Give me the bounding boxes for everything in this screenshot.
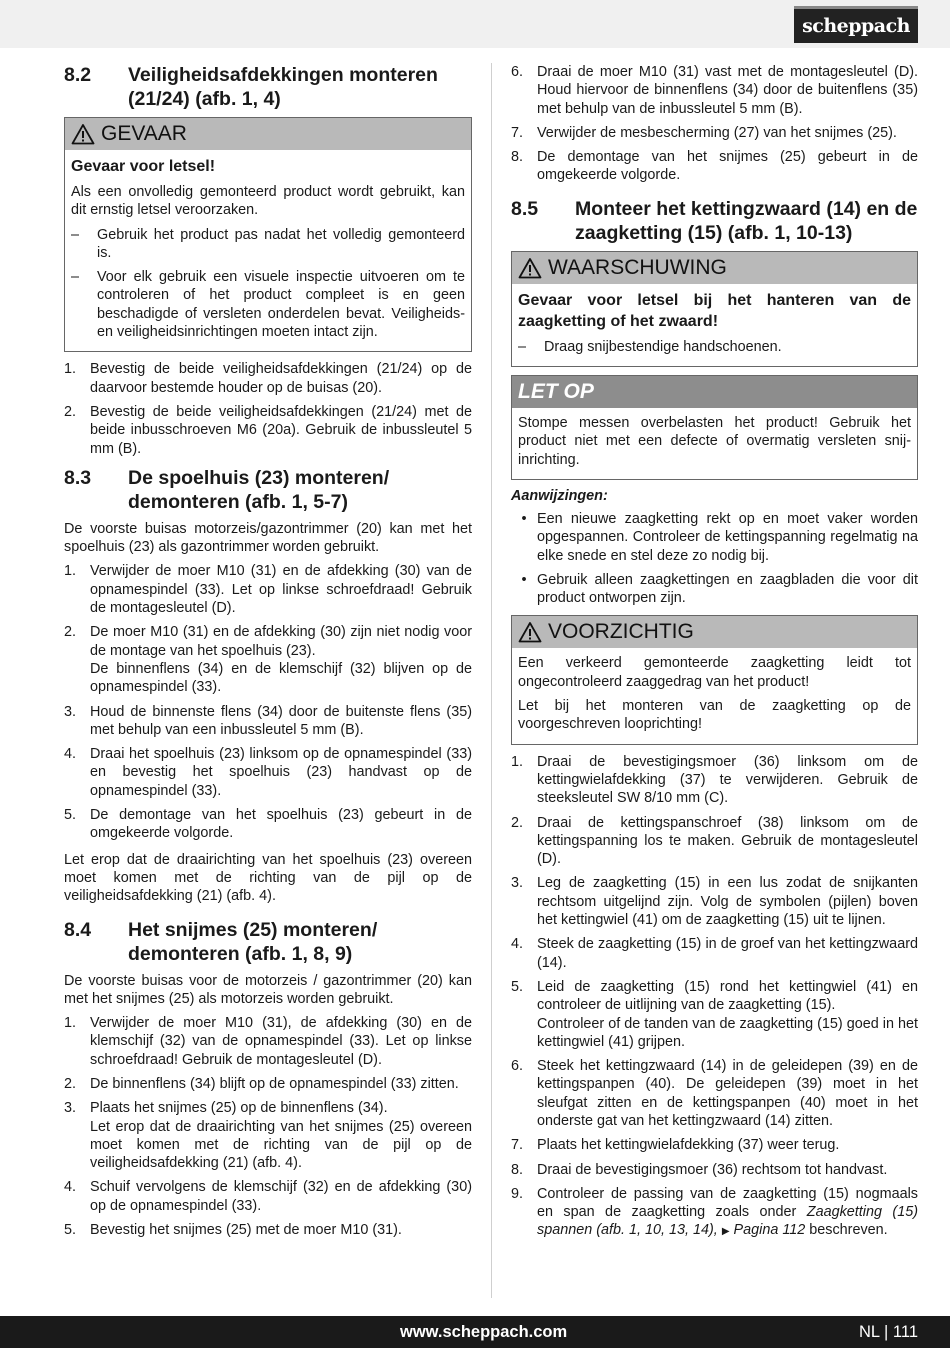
- steps-8-4-continued: [511, 63, 918, 185]
- warning-triangle-icon: [71, 123, 95, 145]
- list-item: • Een nieuwe zaagketting rekt op en moet vaker worden opgespannen. Controleer de kettingspanning regelmatig na elke snede en stel deze zo nodig bij.: [521, 510, 918, 564]
- list-item: – Voor elk gebruik een visuele inspectie uitvoeren om te controleren of het product compleet is en geen beschadigde of versleten onderdelen bevat. Veiligheids- en veiligheidsinrichtingen moeten intact zijn.: [71, 269, 465, 341]
- list-item: 8. Draai de bevestigingsmoer (36) rechtsom tot handvast.: [511, 1161, 888, 1178]
- list-item: 6. Draai de moer M10 (31) vast met de montagesleutel (D). Houd hiervoor de binnenflens (34) door de buitenflens (35) met behulp van de inbussleutel 5 mm (B).: [511, 64, 918, 117]
- list-item: 2. De binnenflens (34) blijft op de opnamespindel (33) zitten.: [64, 1075, 459, 1092]
- page-reference-link[interactable]: Pagina 112: [733, 1222, 806, 1239]
- list-item: 7. Verwijder de mesbescherming (27) van het snijmes (25).: [511, 124, 897, 141]
- section-number: 8.2: [64, 64, 92, 86]
- brand-logo: scheppach: [794, 6, 918, 43]
- website-link[interactable]: www.scheppach.com: [400, 1323, 568, 1341]
- list-item: 6. Steek het kettingzwaard (14) in de geleidepen (39) en de kettingspanpen (40). De geleidepen (39) moet in het sleufgat zitten en de kettingspanpen (40) moet in het onderste gat van het kettingzwaard (14) zitten.: [511, 1058, 918, 1129]
- list-item: 1. Verwijder de moer M10 (31), de afdekking (30) en de klemschijf (32) van de opnamespindel (33). Let op linkse schroefdraad! Gebruik de montagesleutel (D).: [64, 1015, 472, 1068]
- list-item: 5. De demontage van het spoelhuis (23) gebeurt in de omgekeerde volgorde.: [64, 807, 472, 842]
- column-divider: [491, 63, 492, 1298]
- danger-box: [64, 117, 472, 352]
- steps-8-5: [511, 753, 918, 1242]
- list-item: – Gebruik het product pas nadat het volledig gemonteerd is.: [71, 226, 465, 261]
- top-bar: [0, 0, 950, 48]
- footer-bar: [0, 1316, 950, 1348]
- list-item: 4. Draai het spoelhuis (23) linksom op de opnamespindel (33) en bevestig het spoelhuis (23) handvast op de opnamespindel (33).: [64, 746, 472, 799]
- intro-text: De voorste buisas motorzeis/gazontrimmer (20) kan met het spoelhuis (23) als gazontrimmer worden gebruikt.: [64, 520, 472, 556]
- section-number: 8.4: [64, 918, 92, 941]
- section-title: Veiligheidsafdekkingen monteren (21/24) (afb. 1, 4): [128, 64, 438, 110]
- left-column: [64, 63, 472, 1247]
- danger-box-header: [65, 118, 471, 150]
- list-item: 2. De moer M10 (31) en de afdekking (30) zijn niet nodig voor de montage van het spoelhuis (23). De binnenflens (34) en de klemschijf (32) blijven op de opnamespindel (33).: [64, 624, 472, 696]
- danger-list: [71, 226, 465, 342]
- steps-8-4: [64, 1014, 472, 1239]
- list-item: 7. Plaats het kettingwielafdekking (37) weer terug.: [511, 1137, 840, 1154]
- section-title: Monteer het kettingzwaard (14) en de zaagketting (15) (afb. 1, 10-13): [575, 197, 918, 244]
- warning-label: WAARSCHUWING: [548, 255, 727, 279]
- list-item: • Gebruik alleen zaagkettingen en zaagbladen die voor dit product ontworpen zijn.: [521, 571, 918, 607]
- list-item: 5. Bevestig het snijmes (25) met de moer M10 (31).: [64, 1222, 402, 1239]
- list-item: 1. Bevestig de beide veiligheidsafdekkingen (21/24) op de daarvoor bestemde houder op de buisas (20).: [64, 361, 472, 396]
- list-item: 3. Houd de binnenste flens (34) door de buitenste flens (35) met behulp van een inbussleutel 5 mm (B).: [64, 703, 472, 738]
- section-number: 8.3: [64, 466, 92, 489]
- section-heading-8-4: [64, 918, 472, 966]
- list-item: 2. Bevestig de beide veiligheidsafdekkingen (21/24) met de beide inbusschroeven M6 (20a). Gebruik de inbussleutel 5 mm (B).: [64, 403, 472, 457]
- steps-8-2: [64, 360, 472, 457]
- caution-text-1: Een verkeerd gemonteerde zaagketting leidt tot ongecontroleerd zaaggedrag van het product!: [518, 655, 911, 690]
- section-heading-8-3: [64, 466, 472, 514]
- warning-triangle-icon: [518, 257, 542, 279]
- warning-subtitle: Gevaar voor letsel bij het hanteren van de zaagketting of het zwaard!: [518, 291, 911, 330]
- section-number: 8.5: [511, 197, 539, 220]
- warning-box-header: [512, 252, 917, 284]
- danger-text: Als een onvolledig gemonteerd product wordt gebruikt, kan dit ernstig letsel veroorzaken.: [71, 184, 465, 219]
- warning-triangle-icon: [518, 621, 542, 643]
- notes-list: [511, 510, 918, 607]
- notice-box: [511, 375, 918, 480]
- warning-list: [518, 338, 911, 356]
- danger-subtitle: Gevaar voor letsel!: [71, 158, 216, 175]
- caution-text-2: Let bij het monteren van de zaagketting op de voorgeschreven looprichting!: [518, 698, 911, 733]
- section-heading-8-2: [64, 63, 472, 111]
- list-item: – Draag snijbestendige handschoenen.: [518, 338, 782, 355]
- list-item: 4. Schuif vervolgens de klemschijf (32) en de afdekking (30) op de opnamespindel (33).: [64, 1179, 472, 1214]
- notice-text: Stompe messen overbelasten het product! Gebruik het product niet met een defecte of overmatig versleten snij-inrichting.: [518, 415, 911, 468]
- list-item: 3. Leg de zaagketting (15) in een lus zodat de snijkanten rechtsom uitgelijnd zijn. Volg de symbolen (pijlen) boven het kettingwiel (41) om de zaagketting (15) uit te lijnen.: [511, 875, 918, 929]
- section-title: De spoelhuis (23) monteren/ demonteren (afb. 1, 5-7): [128, 466, 390, 513]
- notice-label: LET OP: [518, 380, 594, 404]
- notes-title: Aanwijzingen:: [511, 487, 608, 504]
- list-item: 3. Plaats het snijmes (25) op de binnenflens (34). Let erop dat de draairichting van het snijmes (25) overeen moet komen met de richting van de pijl op de veiligheidsafdekking (21) (afb. 4).: [64, 1100, 472, 1172]
- page-number: NL | 111: [858, 1323, 918, 1341]
- outro-text: Let erop dat de draairichting van het spoelhuis (23) overeen moet komen met de richting van de pijl op de veiligheidsafdekking (21) (afb. 4).: [64, 851, 472, 905]
- notice-box-header: [512, 376, 917, 408]
- list-item: 5. Leid de zaagketting (15) rond het kettingwiel (41) en controleer de uitlijning van de zaagketting (15). Controleer of de tanden van de zaagketting (15) goed in het kettingwiel (41) grijpen.: [511, 978, 918, 1050]
- warning-box: [511, 251, 918, 367]
- steps-8-3: [64, 562, 472, 842]
- list-item: 2. Draai de kettingspanschroef (38) linksom om de kettingspanning los te maken. Gebruik de montagesleutel (D).: [511, 814, 918, 868]
- danger-label: GEVAAR: [101, 122, 187, 145]
- caution-box-header: [512, 616, 917, 648]
- list-item: 1. Verwijder de moer M10 (31) en de afdekking (30) van de opnamespindel (33). Let op linkse schroefdraad! Gebruik de montagesleutel (D).: [64, 563, 472, 617]
- list-item: 8. De demontage van het snijmes (25) gebeurt in de omgekeerde volgorde.: [511, 149, 918, 184]
- section-title: Het snijmes (25) monteren/ demonteren (afb. 1, 8, 9): [128, 918, 378, 965]
- right-column: [511, 63, 918, 1250]
- section-heading-8-5: [511, 197, 918, 245]
- arrow-right-icon: ▶: [721, 1226, 730, 1238]
- caution-label: VOORZICHTIG: [548, 620, 694, 644]
- caution-box: [511, 615, 918, 744]
- list-item: 1. Draai de bevestigingsmoer (36) linksom om de kettingwielafdekking (37) te verwijderen. Gebruik de steeksleutel SW 8/10 mm (C).: [511, 753, 918, 807]
- list-item: 9. Controleer de passing van de zaagketting (15) nogmaals en span de zaagketting zoals onder Zaagketting (15) spannen (afb. 1, 10, 13, 14), ▶ Pagina 112 beschreven.: [511, 1185, 919, 1239]
- intro-text: De voorste buisas voor de motorzeis / gazontrimmer (20) kan met het snijmes (25) als motorzeis worden gebruikt.: [64, 972, 472, 1007]
- cross-reference[interactable]: Zaagketting (15) spannen (afb. 1, 10, 13, 14),: [537, 1204, 919, 1239]
- list-item: 4. Steek de zaagketting (15) in de groef van het kettingzwaard (14).: [511, 936, 918, 971]
